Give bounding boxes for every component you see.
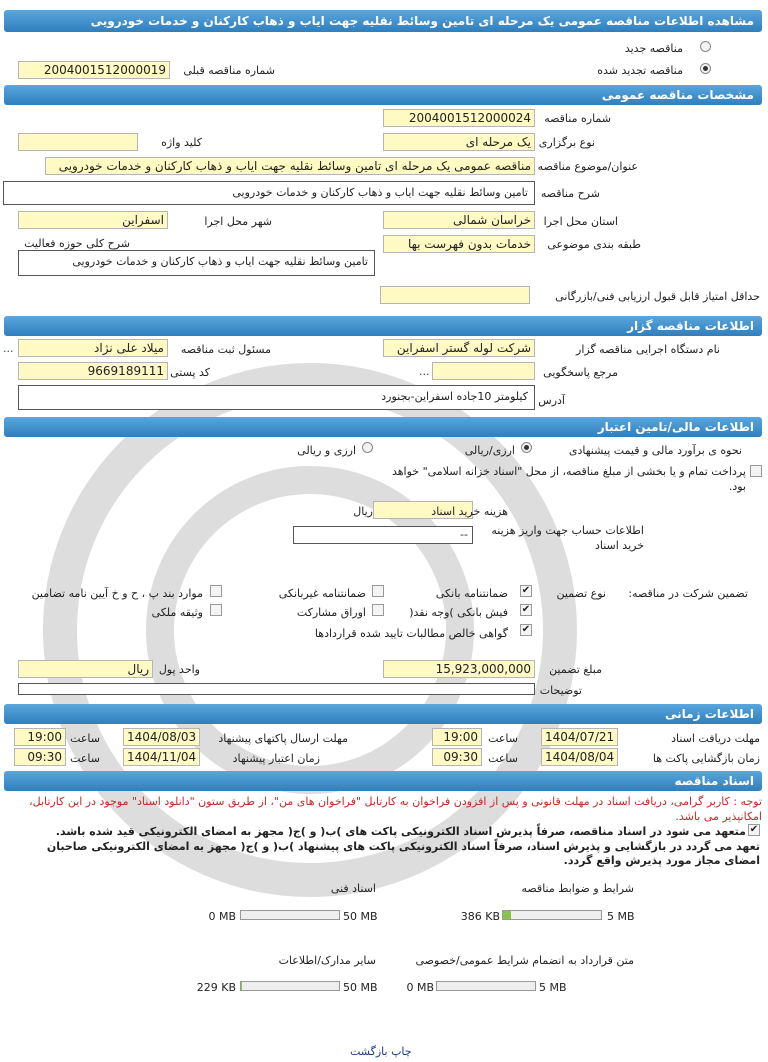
currency-label: واحد پول [158,663,200,676]
guarantee-type-label: نوع تضمین [556,587,606,600]
general-section-header: مشخصات مناقصه عمومی [4,85,762,105]
validity-date: 1404/11/04 [123,748,200,766]
doc-technical-label: اسناد فنی [330,882,376,895]
doc-technical-max: 50 MB [343,910,378,923]
tender-description: تامین وسائط نقلیه جهت ایاب و ذهاب کارکنان و خدمات خودرویی [3,181,535,205]
doc-receive-time-label: ساعت [488,732,518,745]
treasury-text: پرداخت تمام و یا بخشی از مبلغ مناقصه، از محل "اسناد خزانه اسلامی" خواهد بود. [391,465,746,493]
activity-description: تامین وسائط نقلیه جهت ایاب و ذهاب کارکنان و خدمات خودرویی [18,250,375,276]
organizer-section-header: اطلاعات مناقصه گزار [4,316,762,336]
electronic-commit-line2: تعهد می گردد در بازگشایی و پذیرش اسناد، صرفاً اسناد الکترونیکی پاکت های پیشنهاد )ب( و )ج( مجهز به امضای الکترونیکی صاحبان [46,840,760,853]
bonds-checkbox[interactable] [372,604,384,616]
doc-contract-max: 5 MB [539,981,567,994]
doc-receive-time: 19:00 [432,728,482,746]
fx-and-rial-label: ارزی و ریالی [297,444,356,457]
guarantee-amount: 15,923,000,000 [383,660,535,678]
bank-guarantee-checkbox[interactable]: ✔ [521,585,531,596]
new-tender-label: مناقصه جدید [624,42,683,55]
tender-number-label: شماره مناقصه [544,112,611,125]
property-checkbox[interactable] [210,604,222,616]
validity-label: زمان اعتبار پیشنهاد [232,752,320,765]
opening-label: زمان بازگشایی پاکت ها [652,752,760,765]
bonds-label: اوراق مشارکت [296,606,366,619]
doc-receive-date: 1404/07/21 [541,728,618,746]
tender-subject: مناقصه عمومی یک مرحله ای تامین وسائط نقلیه جهت ایاب و ذهاب کارکنان و خدمات خودرویی [45,157,535,175]
electronic-commit-line1: متعهد می شود در اسناد مناقصه، صرفاً پذیرش اسناد الکترونیکی پاکت های )ب( و )ج( مجهز به امضای الکترونیکی قید شده باشد. [55,825,746,838]
doc-other-size: 229 KB [196,981,236,994]
responsible-person: میلاد علی نژاد [18,339,168,357]
new-tender-radio[interactable] [700,41,711,52]
clauses-checkbox[interactable] [210,585,222,597]
province-label: استان محل اجرا [543,215,618,228]
prev-tender-number-label: شماره مناقصه قبلی [183,64,275,77]
doc-cost-label: هزینه خرید اسناد [431,505,508,518]
claims-label: گواهی خالص مطالبات تایید شده قراردادها [314,627,508,640]
electronic-commit-checkbox[interactable]: ✔ [749,824,759,835]
doc-contract-size: 0 MB [406,981,434,994]
property-label: وثیقه ملکی [151,606,203,619]
opening-date: 1404/08/04 [541,748,618,766]
organizer-name: شرکت لوله گستر اسفراین [383,339,535,357]
doc-technical-size: 0 MB [208,910,236,923]
page-title: مشاهده اطلاعات مناقصه عمومی یک مرحله ای تامین وسائط نقلیه جهت ایاب و ذهاب کارکنان و خدمات خودرویی [4,10,762,32]
documents-notice: توجه : کاربر گرامی، دریافت اسناد در مهلت قانونی و پس از افزودن فراخوان به کارتابل "فراخوان های من"، از طریق ستون "دانلود اسناد" موجود در این کارتابل، امکانپذیر می باشد. [29,795,762,823]
response-reference-more-link[interactable]: ... [419,365,430,378]
opening-time-label: ساعت [488,752,518,765]
postal-code-label: کد پستی [170,366,210,379]
holding-method: یک مرحله ای [383,133,535,151]
postal-code: 9669189111 [18,362,168,380]
electronic-commit-line3: امضای مجاز مورد پذیرش واقع گردد. [563,854,760,867]
nonbank-guarantee-label: ضمانتنامه غیربانکی [278,587,366,600]
timing-section-header: اطلاعات زمانی [4,704,762,724]
doc-conditions-size: 386 KB [460,910,500,923]
doc-other-label: سایر مدارک/اطلاعات [278,954,376,967]
submit-date: 1404/08/03 [123,728,200,746]
tender-number: 2004001512000024 [383,109,535,127]
submit-label: مهلت ارسال پاکتهای پیشنهاد [218,732,348,745]
doc-other-progress [240,981,340,991]
treasury-checkbox[interactable] [750,465,762,477]
city-field: اسفراین [18,211,168,229]
print-back-links[interactable]: چاپ بازگشت [350,1045,412,1058]
guarantee-label: تضمین شرکت در مناقصه: [628,587,748,600]
doc-conditions-progress [502,910,602,920]
address-label: آدرس [538,394,565,407]
organizer-name-label: نام دستگاه اجرایی مناقصه گزار [576,343,720,356]
clauses-label: موارد بند پ ، ح و خ آیین نامه تضامین [31,587,203,600]
doc-conditions-max: 5 MB [607,910,635,923]
responsible-more-link[interactable]: ... [3,342,14,355]
min-score-label: حداقل امتیاز قابل قبول ارزیابی فنی/بازرگانی [555,290,760,303]
payment-account-field: -- [293,526,473,544]
address-field: کیلومتر 10جاده اسفراین-بجنورد [18,385,535,410]
holding-method-label: نوع برگزاری [538,136,595,149]
validity-time: 09:30 [14,748,66,766]
bank-receipt-checkbox[interactable]: ✔ [521,604,531,615]
opening-time: 09:30 [432,748,482,766]
keyword-field [18,133,138,151]
keyword-label: کلید واژه [161,136,202,149]
renewed-tender-label: مناقصه تجدید شده [597,64,683,77]
response-reference [432,362,535,380]
fx-rial-radio[interactable] [521,442,532,453]
city-label: شهر محل اجرا [204,215,272,228]
doc-receive-label: مهلت دریافت اسناد [671,732,760,745]
guarantee-amount-label: مبلغ تضمین [549,663,602,676]
currency-field: ریال [18,660,153,678]
doc-other-max: 50 MB [343,981,378,994]
fx-and-rial-radio[interactable] [362,442,373,453]
notes-label: توضیحات [539,684,582,697]
estimate-method-label: نحوه ی برآورد مالی و قیمت پیشنهادی [568,444,742,457]
doc-technical-progress [240,910,340,920]
prev-tender-number: 2004001512000019 [18,61,170,79]
doc-cost-currency: ریال [353,505,373,518]
province-field: خراسان شمالی [383,211,535,229]
category-field: خدمات بدون فهرست بها [383,235,535,253]
validity-time-label: ساعت [70,752,100,765]
responsible-person-label: مسئول ثبت مناقصه [180,343,271,356]
fx-rial-label: ارزی/ریالی [464,444,515,457]
notes-field [18,683,535,695]
bank-guarantee-label: ضمانتنامه بانکی [435,587,508,600]
submit-time-label: ساعت [70,732,100,745]
bank-receipt-label: فیش بانکی )وجه نقد( [409,606,508,619]
claims-checkbox[interactable]: ✔ [521,624,531,635]
activity-label: شرح کلی حوزه فعالیت [24,237,130,250]
min-score-field [380,286,530,304]
doc-conditions-label: شرایط و ضوابط مناقصه [521,882,634,895]
response-reference-label: مرجع پاسخگویی [543,366,618,379]
tender-subject-label: عنوان/موضوع مناقصه [537,160,638,173]
doc-contract-progress [436,981,536,991]
financial-section-header: اطلاعات مالی/تامین اعتبار [4,417,762,437]
submit-time: 19:00 [14,728,66,746]
doc-contract-label: متن قرارداد به انضمام شرایط عمومی/خصوصی [415,954,634,967]
nonbank-guarantee-checkbox[interactable] [372,585,384,597]
documents-section-header: اسناد مناقصه [4,771,762,791]
payment-account-label: اطلاعات حساب جهت واریز هزینه خرید اسناد [491,524,644,552]
renewed-tender-radio[interactable] [700,63,711,74]
category-label: طبقه بندی موضوعی [547,238,641,251]
tender-description-label: شرح مناقصه [540,187,600,200]
